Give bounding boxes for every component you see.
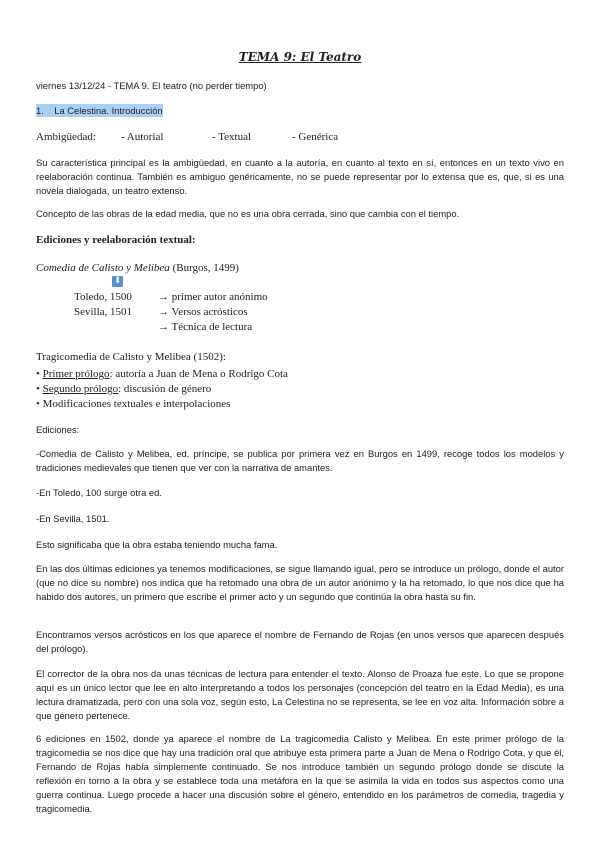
paragraph-toledo: -En Toledo, 100 surge otra ed. xyxy=(36,487,162,498)
paragraph-ambiguedad: Su característica principal es la ambigüedad, en cuanto a la autoría, en cuanto al texto en sí, entonces en un texto vivo en reelaboración continua. También es ambiguo genéricamente, no se puede representar por lo extensa que es, que, si es una novela dialogada, un teatro extenso. xyxy=(36,157,564,196)
paragraph-concepto: Concepto de las obras de la edad media, que no es una obra cerrada, sino que cambia con el tiempo. xyxy=(36,208,460,219)
tragicomedia-heading: Tragicomedia de Calisto y Melibea (1502): xyxy=(36,351,226,363)
comedia-title: Comedia de Calisto y Melibea xyxy=(36,262,170,274)
bullet-item xyxy=(36,382,211,397)
section-highlight xyxy=(36,104,163,117)
date-line: viernes 13/12/24 - TEMA 9. El teatro (no perder tiempo) xyxy=(36,80,267,91)
section-number: 1. xyxy=(36,105,44,116)
section-label: La Celestina. Introducción xyxy=(54,105,163,116)
section-heading xyxy=(36,104,564,118)
edition-note: → Versos acrósticos xyxy=(158,306,248,318)
bullet-rest: Modificaciones textuales e interpolaciones xyxy=(42,398,231,410)
page-title: TEMA 9: El Teatro xyxy=(238,50,362,64)
paragraph-acrosticos: Encontramos versos acrósticos en los que aparece el nombre de Fernando de Rojas (en unos versos que aparecen después del prólogo). xyxy=(36,629,564,654)
ambiguedad-item: - Autorial xyxy=(121,131,164,143)
bullet-mark: • xyxy=(36,398,40,410)
paragraph-comedia: -Comedia de Calisto y Melibea, ed. príncipe, se publica por primera vez en Burgos en 1499, recoge todos los modelos y tradiciones medievales que tienen que ver con la narrativa de amantes. xyxy=(36,448,564,473)
edition-place: Toledo, 1500 xyxy=(74,291,132,303)
paragraph-sevilla: -En Sevilla, 1501. xyxy=(36,513,110,524)
down-arrow-icon: ⬇ xyxy=(113,276,122,286)
ediciones-label: Ediciones: xyxy=(36,424,80,435)
edition-note: → Técnica de lectura xyxy=(158,321,253,333)
bullet-mark: • xyxy=(36,368,40,380)
bullet-item xyxy=(36,367,288,382)
edition-place: Sevilla, 1501 xyxy=(74,306,133,318)
bullet-item xyxy=(36,397,230,412)
comedia-line xyxy=(36,261,564,276)
comedia-rest: (Burgos, 1499) xyxy=(169,262,239,274)
bullet-strong: Primer prólogo xyxy=(42,368,110,380)
ambiguedad-label: Ambigüedad: xyxy=(36,131,96,143)
bullet-strong: Segundo prólogo xyxy=(42,383,119,395)
bullet-rest: : discusión de género xyxy=(118,383,212,395)
paragraph-6ediciones: 6 ediciones en 1502, donde ya aparece el nombre de La tragicomedia Calisto y Melibea. En este primer prólogo de la tragicomedia se nos dice que hay una tradición oral que atribuye esta primera parte a Juan de Mena o Rodrigo Cota, y que él, Fernando de Rojas había simplemente continuado. Se nos introduce también un segundo prólogo donde se discute la reflexión en torno a la obra y se establece toda una metáfora en la que se asimila la vida en todos sus aspectos como una guerra continua. Luego procede a hacer una discusión sobre el género, entendido en los parámetros de comedia, tragedia y tragicomedia. xyxy=(36,733,564,814)
ambiguedad-item: - Genérica xyxy=(292,131,339,143)
paragraph-corrector: El corrector de la obra nos da unas técnicas de lectura para entender el texto. Alonso de Proaza fue este. Lo que se propone aquí es un único lector que lee en alto interpretando a todos los personajes (concepción del teatro en la Edad Media), es una lectura dramatizada, pero con una sola voz, según esto, La Celestina no se representa, se lee en voz alta. Información sobre a que género pertenece. xyxy=(36,668,564,721)
heading-ediciones: Ediciones y reelaboración textual: xyxy=(36,234,196,246)
bullet-mark: • xyxy=(36,383,40,395)
edition-note: → primer autor anónimo xyxy=(158,291,268,303)
ambiguedad-item: - Textual xyxy=(212,131,252,143)
bullet-rest: : autoría a Juan de Mena o Rodrigo Cota xyxy=(109,368,288,380)
paragraph-fama: Esto significaba que la obra estaba teniendo mucha fama. xyxy=(36,539,278,550)
paragraph-ultimas: En las dos últimas ediciones ya tenemos modificaciones, se sigue llamando igual, pero se introduce un prólogo, donde el autor (que no dice su nombre) nos indica que ha retomado una obra de un autor anónimo y la ha retomado, lo que nos dice que ha habido dos autores, un primero que escribe el primer acto y un segundo que continúa la obra hasta su fin. xyxy=(36,563,564,602)
